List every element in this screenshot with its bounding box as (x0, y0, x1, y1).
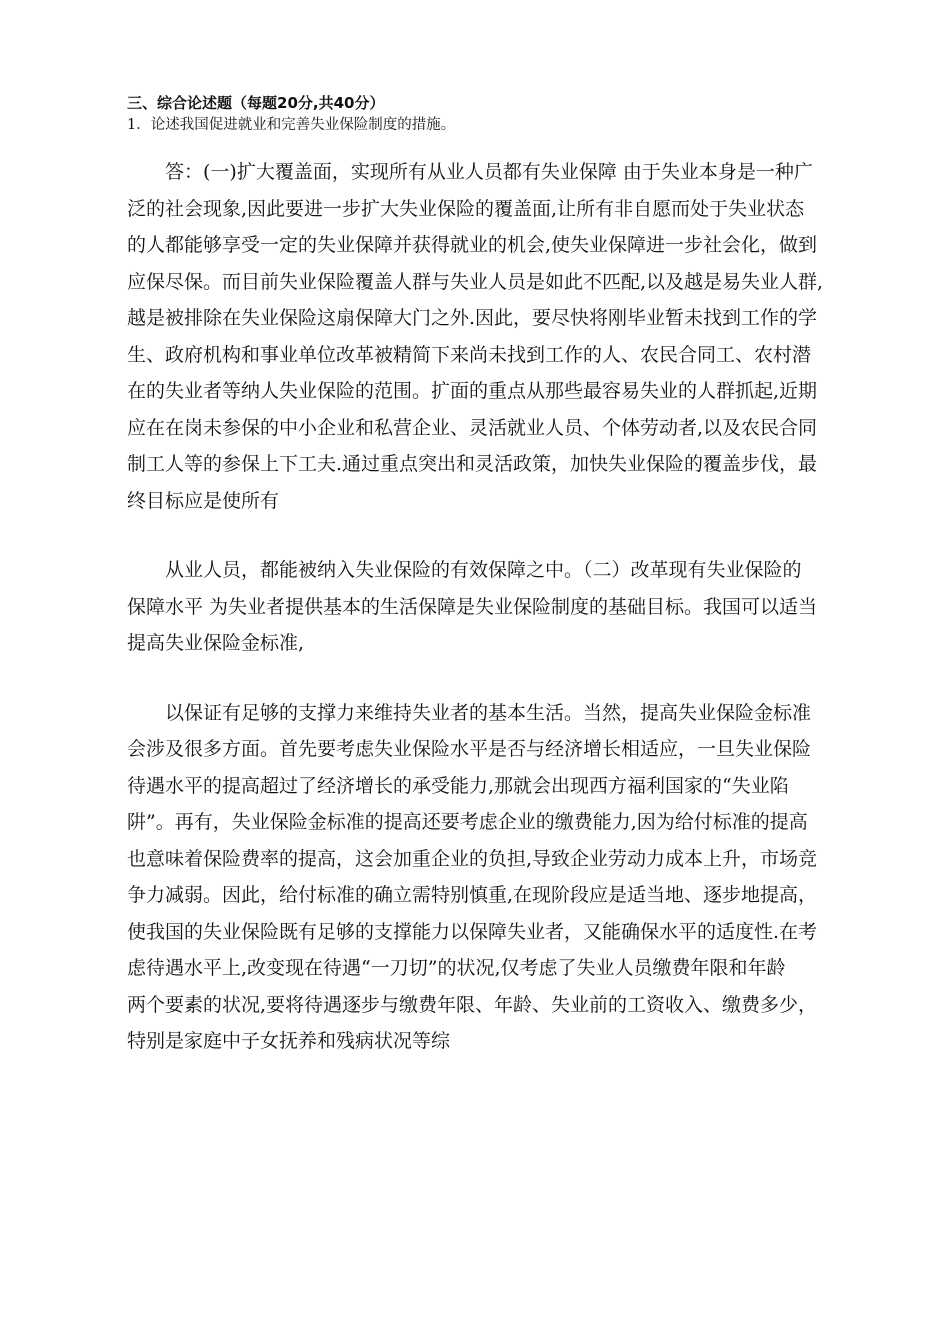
text-line: 泛的社会现象,因此要进一步扩大失业保险的覆盖面,让所有非自愿而处于失业状态 (127, 197, 805, 220)
answer-paragraph-2 (127, 552, 832, 662)
text-line: 特别是家庭中子女抚养和残病状况等综 (127, 1030, 451, 1052)
text-line: 使我国的失业保险既有足够的支撑能力以保障失业者，又能确保水平的适度性.在考 (127, 920, 818, 943)
text-line: 从业人员，都能被纳入失业保险的有效保障之中。（二）改革现有失业保险的 (165, 559, 802, 581)
text-line: 应保尽保。而目前失业保险覆盖人群与失业人员是如此不匹配,以及越是易失业人群, (127, 270, 824, 293)
text-line: 也意味着保险费率的提高，这会加重企业的负担,导致企业劳动力成本上升，市场竞 (127, 847, 818, 870)
text-line: 在的失业者等纳人失业保险的范围。扩面的重点从那些最容易失业的人群抓起,近期 (127, 380, 818, 402)
text-line: 保障水平 为失业者提供基本的生活保障是失业保险制度的基础目标。我国可以适当 (127, 595, 818, 618)
section-heading: 三、综合论述题（每题20分,共40分） (127, 94, 385, 112)
answer-paragraph-1 (127, 154, 832, 519)
text-line: 虑待遇水平上,改变现在待遇“一刀切”的状况,仅考虑了失业人员缴费年限和年龄 (127, 957, 786, 979)
text-line: 阱”。再有，失业保险金标准的提高还要考虑企业的缴费能力,因为给付标准的提高 (127, 811, 808, 833)
text-line: 以保证有足够的支撑力来维持失业者的基本生活。当然，提高失业保险金标准 (165, 701, 812, 724)
text-line: 生、政府机构和事业单位改革被精简下来尚未找到工作的人、农民合同工、农村潜 (127, 343, 812, 366)
text-line: 制工人等的参保上下工夫.通过重点突出和灵活政策，加快失业保险的覆盖步伐，最 (127, 453, 818, 475)
text-line: 提高失业保险金标准, (127, 632, 305, 654)
answer-paragraph-3 (127, 695, 832, 1060)
text-line: 终目标应是使所有 (127, 489, 280, 512)
text-line: 应在在岗未参保的中小企业和私营企业、灵活就业人员、个体劳动者,以及农民合同 (127, 416, 818, 439)
question-text: 1．论述我国促进就业和完善失业保险制度的措施。 (127, 117, 456, 133)
text-line: 越是被排除在失业保险这扇保障大门之外.因此，要尽快将刚毕业暂未找到工作的学 (127, 307, 818, 329)
text-line: 两个要素的状况,要将待遇逐步与缴费年限、年龄、失业前的工资收入、缴费多少， (127, 993, 818, 1016)
text-line: 答：(一)扩大覆盖面，实现所有从业人员都有失业保障 由于失业本身是一种广 (165, 161, 813, 183)
text-line: 待遇水平的提高超过了经济增长的承受能力,那就会出现西方福利国家的“失业陷 (127, 774, 789, 797)
text-line: 会涉及很多方面。首先要考虑失业保险水平是否与经济增长相适应，一旦失业保险 (127, 738, 812, 760)
text-line: 的人都能够享受一定的失业保障并获得就业的机会,使失业保障进一步社会化，做到 (127, 234, 818, 256)
text-line: 争力减弱。因此，给付标准的确立需特别慎重,在现阶段应是适当地、逐步地提高， (127, 884, 818, 906)
